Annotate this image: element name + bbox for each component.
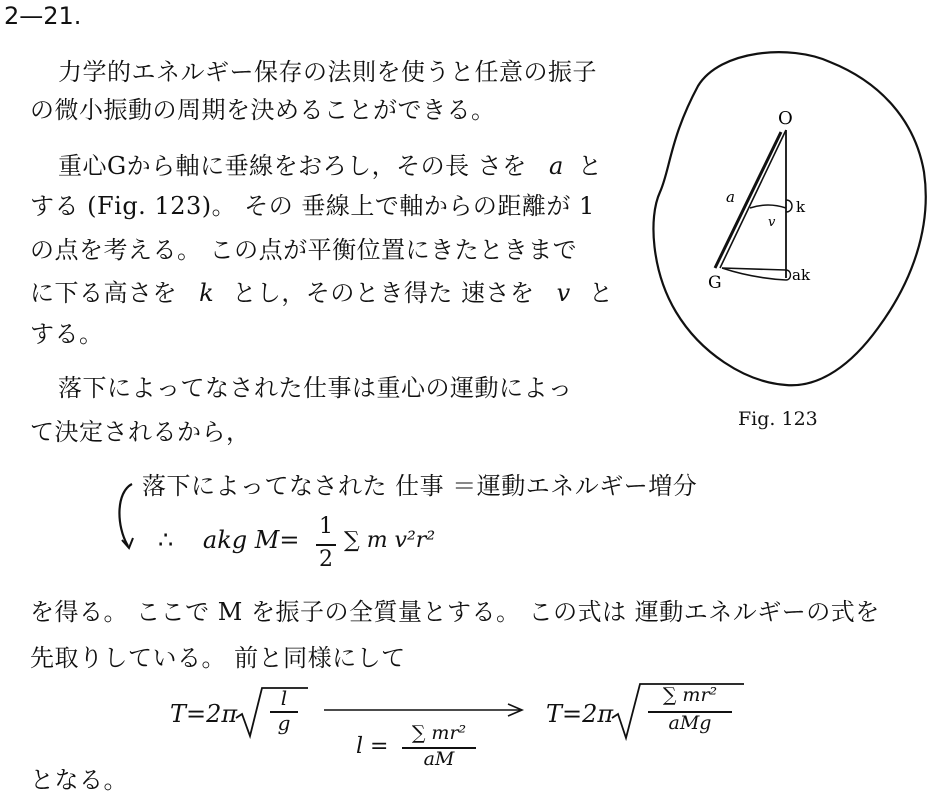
fraction-line [316,544,336,546]
paragraph-1-line-2: の微小振動の周期を決めることができる。 [30,96,496,124]
paragraph-1-line-1: 力学的エネルギー保存の法則を使うと任意の振子 [58,58,597,86]
figure-caption: Fig. 123 [738,408,818,430]
final-line: となる。 [30,766,128,794]
equation-lhs: akg M= [202,526,300,554]
label-a: a [726,188,735,206]
label-k: k [796,198,806,216]
paragraph-2-line-2: する (Fig. 123)。 その 垂線上で軸からの距離が 1 [30,192,595,220]
label-ak: ak [792,266,811,284]
fraction-sum-over-aMg [644,682,736,738]
formula-right-T: T=2π [546,700,614,728]
equation-work-energy: 落下によってなされた 仕事 ＝運動エネルギー増分 [142,472,698,500]
arrow-right [322,702,526,718]
paragraph-2-text: と [588,279,614,307]
bracket-arrow [112,476,142,556]
fraction-numerator: ∑ mr² [411,722,467,744]
paragraph-2-line-5: する。 [30,320,104,348]
equation-akgm [158,526,299,554]
fraction-l-over-g [266,686,302,738]
condition-lhs: l = [356,734,389,759]
label-O: O [778,108,793,129]
body-outline [653,52,925,385]
paragraph-3-line-2: て決定されるから， [30,418,251,446]
pendulum-figure [640,42,936,402]
fraction-denominator: aMg [668,712,712,734]
paragraph-2-line-1 [58,146,602,181]
paragraph-4-line-2: 先取りしている。 前と同様にして [30,644,406,672]
fraction-denominator: 2 [319,547,333,572]
fraction-denominator: aM [423,748,455,770]
equation-rhs: ∑ m v²r² [344,528,436,553]
paragraph-2-text: 重心Gから軸に垂線をおろし，その長 さを [58,152,527,180]
label-G: G [708,273,722,293]
label-v: v [768,215,776,230]
paragraph-2-text: と [577,152,603,180]
perpendicular-line-thick [715,132,781,268]
paragraph-2-text: に下る高さを [30,279,177,307]
fraction-numerator: 1 [319,514,333,539]
therefore-symbol: ∴ [158,526,174,554]
fraction-numerator: ∑ mr² [662,684,718,706]
paragraph-2-line-3: の点を考える。 この点が平衡位置にきたときまで [30,236,578,264]
fraction-half [314,514,338,576]
paragraph-2-line-4 [30,273,613,308]
horizontal-line [722,268,786,270]
k-bracket [786,200,792,212]
fraction-numerator: l [280,686,288,710]
fraction-denominator: g [277,711,291,735]
formula-left-T: T=2π [170,700,238,728]
problem-number: 2—21. [4,2,82,30]
variable-v: v [556,279,571,307]
paragraph-4-line-1: を得る。 ここで M を振子の全質量とする。 この式は 運動エネルギーの式を [30,598,880,626]
paragraph-3-line-1: 落下によってなされた仕事は重心の運動によっ [58,374,573,402]
v-arc [750,205,786,208]
paragraph-2-text: とし，そのとき得た 速さを [232,279,535,307]
variable-k: k [199,279,215,307]
fraction-condition [398,722,480,774]
variable-a: a [548,152,564,180]
